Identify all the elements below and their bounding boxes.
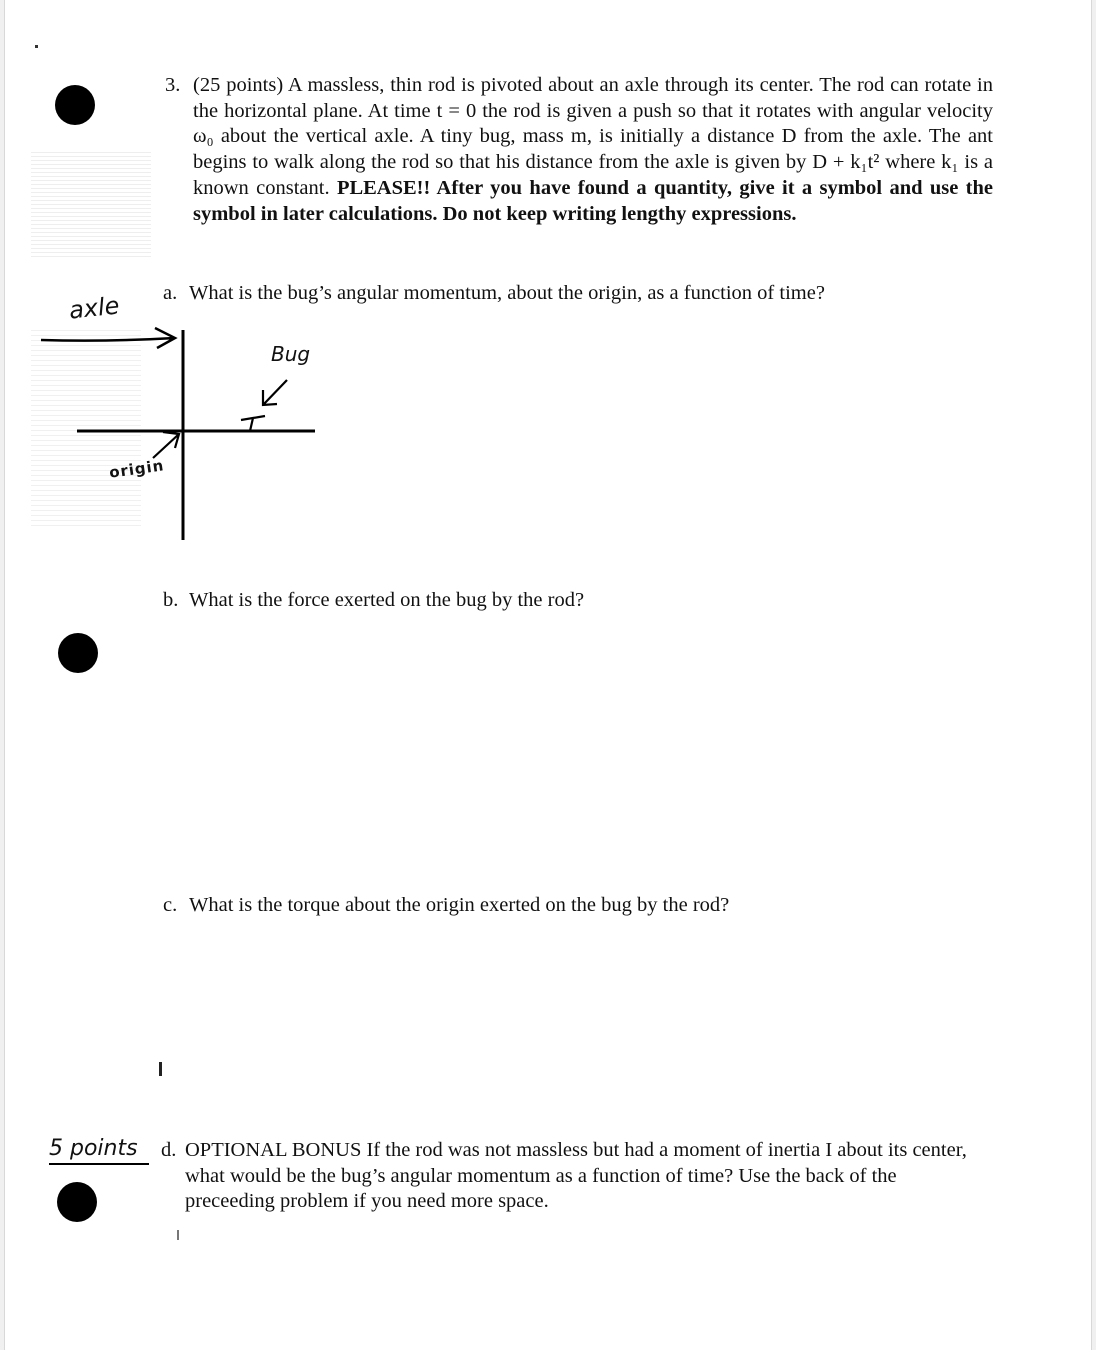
origin-arrow-icon	[153, 432, 179, 458]
hand-sketch	[5, 290, 335, 550]
problem-number: 3.	[165, 74, 181, 96]
scan-mark	[177, 1230, 179, 1240]
punch-hole-middle	[58, 633, 98, 673]
question-b-label: b.	[163, 589, 179, 611]
question-c-text: What is the torque about the origin exerted on the bug by the rod?	[189, 894, 730, 916]
problem-statement	[165, 73, 993, 227]
question-a-text: What is the bug’s angular momentum, about the origin, as a function of time?	[189, 282, 825, 304]
axle-label: axle	[67, 291, 121, 325]
bug-marker-icon	[241, 416, 265, 431]
bonus-points-note	[49, 1136, 149, 1165]
axle-arrow-icon	[41, 328, 175, 348]
question-c-label: c.	[163, 894, 178, 916]
origin-label: origin	[108, 456, 166, 482]
bug-arrow-icon	[263, 380, 287, 405]
problem-emphasis-text: PLEASE!! After you have found a quantity, give it a symbol and use the symbol in later calculations. Do not keep writing lengthy expressions.	[193, 176, 993, 225]
punch-hole-top	[55, 85, 95, 125]
bonus-text: OPTIONAL BONUS If the rod was not massless but had a moment of inertia I about its center, what would be the bug’s angular momentum as a function of time? Use the back of the preceeding problem if you need more space.	[185, 1139, 967, 1213]
question-b	[163, 588, 993, 614]
bonus-points-text: 5 points	[49, 1136, 138, 1161]
scan-noise	[35, 45, 38, 48]
exam-page	[4, 0, 1092, 1350]
problem-lead-text: (25 points) A massless, thin rod is pivoted about an axle through its center. The rod can rotate in the horizontal plane. At time t = 0 the rod is given a push so that it rotates with angular velocity ω₀ about the vertical axle. A tiny bug, mass m, is initially a distance D from the axle. The ant begins to walk along the rod so that his distance from the axle is given by D + k₁t² where k₁ is a known constant.	[193, 74, 993, 199]
question-a-label: a.	[163, 282, 178, 304]
scan-mark	[159, 1062, 162, 1076]
bug-label: Bug	[271, 342, 311, 366]
question-c	[163, 893, 993, 919]
punch-hole-bottom	[57, 1182, 97, 1222]
bonus-label: d.	[161, 1139, 177, 1161]
bonus-points-underline	[49, 1163, 149, 1165]
scan-noise	[31, 150, 151, 260]
question-b-text: What is the force exerted on the bug by the rod?	[189, 589, 585, 611]
